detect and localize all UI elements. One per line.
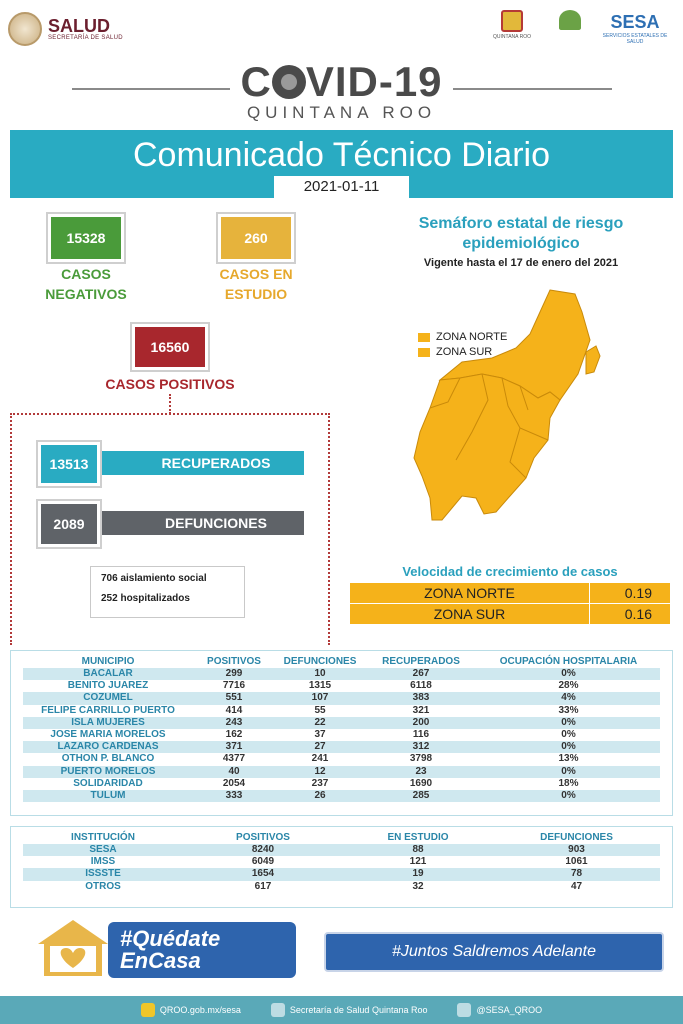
table-row [23,753,660,765]
table-cell: 88 [343,844,493,856]
defunciones-label: DEFUNCIONES [165,515,267,531]
table-cell: 4% [477,692,660,704]
velocidad-zona: ZONA SUR [350,604,590,624]
legend-zona-sur-label: ZONA SUR [436,346,493,358]
table-row [23,680,660,692]
velocidad-row [350,583,670,603]
banner-title: Comunicado Técnico Diario [132,136,550,174]
table-cell: 18% [558,777,579,789]
negativos-label-1: CASOS [61,266,111,282]
table-cell: 1315 [308,680,332,692]
table-cell-name: COZUMEL [23,692,193,704]
col-defunciones: DEFUNCIONES [540,832,613,843]
col-defunciones: DEFUNCIONES [283,656,357,667]
estudio-label-2: ESTUDIO [224,286,288,302]
quedate-en-casa-banner [108,922,296,978]
state-name: QUINTANA ROO [246,103,437,122]
table-cell: 13% [558,753,579,765]
table-cell: 12 [275,766,365,778]
table-cell-name: ISSSTE [23,868,183,880]
col-institucion: INSTITUCIÓN [71,832,135,843]
velocidad-valor: 0.16 [624,606,652,622]
velocidad-valor: 0.19 [624,585,652,601]
col-positivos: POSITIVOS [207,656,261,667]
table-cell: 7716 [222,680,246,692]
footer-twitter-label: @SESA_QROO [476,1005,543,1015]
negativos-value: 15328 [51,217,121,259]
table-row [23,856,660,868]
municipios-table-frame [10,650,673,816]
table-cell: 6049 [251,856,275,868]
sesa-sub: SERVICIOS ESTATALES DE SALUD [602,33,668,45]
table-cell: 116 [412,729,430,741]
table-cell: 22 [275,717,365,729]
table-cell: 23 [365,766,477,778]
table-cell: 312 [365,741,477,753]
table-cell-name: FELIPE CARRILLO PUERTO [41,704,175,716]
bracket-top [10,413,330,415]
col-ocupacion: OCUPACIÓN HOSPITALARIA [499,656,638,667]
table-row [23,729,660,741]
facebook-icon [271,1003,285,1017]
table-cell: 0% [477,766,660,778]
legend-zona-norte [418,331,507,343]
velocidad-row [350,604,670,624]
table-row [23,790,660,802]
table-row [23,668,660,680]
table-cell: 0% [477,790,660,802]
table-cell: 551 [193,692,275,704]
legend-swatch [418,333,430,342]
bracket-right [328,413,330,645]
juntos-banner: #Juntos Saldremos Adelante [324,932,664,972]
col-en-estudio: EN ESTUDIO [387,832,449,843]
salud-label: SALUD [48,16,110,36]
estudio-value: 260 [221,217,291,259]
negativos-label-2: NEGATIVOS [45,286,127,302]
table-row [23,844,660,856]
web-icon [141,1003,155,1017]
positivos-value: 16560 [135,327,205,367]
hospitalizados-text: 252 hospitalizados [101,593,190,604]
table-cell-name: PUERTO MORELOS [23,766,193,778]
table-cell: 33% [558,704,579,716]
table-header-row [23,831,660,844]
table-cell-name: TULUM [23,790,193,802]
table-cell: 26 [275,790,365,802]
recuperados-label: RECUPERADOS [161,455,271,471]
table-row [23,705,660,717]
table-cell-name: SESA [23,844,183,856]
tree-icon [559,10,581,30]
table-row [23,766,660,778]
positivos-box [130,322,210,372]
recuperados-value: 13513 [41,445,97,483]
table-cell-name: OTHON P. BLANCO [61,753,155,765]
table-cell: 903 [493,844,660,856]
semaforo-vigente: Vigente hasta el 17 de enero del 2021 [423,257,619,269]
footer-facebook-label: Secretaría de Salud Quintana Roo [289,1005,428,1015]
table-cell: 78 [493,868,660,880]
table-cell: 37 [314,729,326,741]
table-cell-name: JOSE MARIA MORELOS [50,729,166,741]
negativos-label [26,264,146,304]
qroo-logo [492,10,532,46]
bracket-stem [169,394,171,414]
table-cell: 333 [193,790,275,802]
house-icon [36,918,110,978]
table-cell: 0% [561,729,576,741]
table-cell: 27 [275,741,365,753]
table-row [23,868,660,880]
bracket-left [10,413,12,645]
quedate-line-2: EnCasa [120,948,201,973]
table-cell-name: SOLIDARIDAD [73,777,143,789]
table-cell: 107 [275,692,365,704]
table-cell: 8240 [183,844,343,856]
seal-icon [8,12,42,46]
recuperados-box [36,440,102,488]
table-cell: 40 [193,766,275,778]
aislamiento-box [90,566,245,618]
table-cell: 241 [311,753,329,765]
table-cell: 6118 [410,680,432,692]
table-row [23,692,660,704]
table-cell: 32 [412,880,424,892]
table-cell: 267 [365,668,477,680]
qroo-label: QUINTANA ROO [493,34,531,40]
estudio-label [196,264,316,304]
table-row [23,741,660,753]
table-cell: 414 [225,704,243,716]
table-cell: 237 [311,777,329,789]
table-cell: 1690 [409,777,433,789]
table-cell: 3798 [409,753,433,765]
table-cell: 162 [225,729,243,741]
table-cell-name: OTROS [85,880,121,892]
table-cell: 0% [477,668,660,680]
table-cell: 28% [558,680,579,692]
table-cell-name: BACALAR [23,668,193,680]
report-date: 2021-01-11 [303,178,380,195]
semaforo-title: Semáforo estatal de riesgo epidemiológico [418,215,624,252]
table-row [23,717,660,729]
table-cell: 243 [193,717,275,729]
negativos-box [46,212,126,264]
estudio-label-1: CASOS EN [219,266,293,282]
table-cell-name: LAZARO CARDENAS [23,741,193,753]
aislamiento-text: 706 aislamiento social [101,573,207,584]
table-cell: 200 [365,717,477,729]
velocidad-zona: ZONA NORTE [350,583,590,603]
velocidad-title: Velocidad de crecimiento de casos [402,564,618,579]
quintana-roo-map [400,282,630,527]
table-cell: 371 [193,741,275,753]
table-cell: 299 [193,668,275,680]
table-cell: 47 [570,880,583,892]
table-cell-name: ISLA MUJERES [23,717,193,729]
covid-title-rest: VID-19 [305,58,443,105]
table-row [23,881,660,893]
table-row [23,778,660,790]
legend-swatch [418,348,430,357]
covid-title-c: C [240,58,272,105]
table-cell: 1061 [565,856,588,868]
footer-twitter[interactable] [457,1003,542,1017]
salud-logo [8,12,123,46]
table-header-row [23,655,660,668]
table-cell: 2054 [222,777,246,789]
sesa-logo [598,12,672,45]
table-cell: 0% [477,717,660,729]
legend-zona-sur [418,346,507,358]
instituciones-table-frame [10,826,673,908]
covid-title [0,58,683,106]
defunciones-value: 2089 [41,504,97,544]
table-cell: 10 [275,668,365,680]
instituciones-table [23,831,660,893]
footer-web[interactable] [141,1003,241,1017]
sesa-label: SESA [610,12,660,32]
table-cell: 383 [365,692,477,704]
virus-icon [272,65,306,99]
col-positivos: POSITIVOS [236,832,290,843]
qroo-emblem-icon [501,10,523,32]
table-cell: 4377 [222,753,246,765]
footer-web-label: QROO.gob.mx/sesa [159,1005,241,1015]
twitter-icon [457,1003,471,1017]
table-cell-name: IMSS [90,856,116,868]
quedate-line-1: #Quédate [120,926,221,951]
salud-sub: SECRETARÍA DE SALUD [48,35,123,41]
legend-zona-norte-label: ZONA NORTE [436,331,508,343]
table-cell: 0% [477,741,660,753]
map-legend [418,331,507,358]
table-cell: 55 [314,704,326,716]
table-cell: 19 [343,868,493,880]
table-cell: 321 [412,704,430,716]
table-cell-name: BENITO JUAREZ [67,680,149,692]
col-municipio: MUNICIPIO [81,656,135,667]
tree-logo [548,10,592,46]
table-cell: 285 [365,790,477,802]
footer [0,996,683,1024]
municipios-table [23,655,660,802]
table-cell: 617 [254,880,272,892]
estudio-box [216,212,296,264]
table-cell: 1654 [183,868,343,880]
footer-facebook[interactable] [271,1003,428,1017]
table-cell: 121 [409,856,427,868]
positivos-label: CASOS POSITIVOS [105,376,235,392]
col-recuperados: RECUPERADOS [382,656,460,667]
map-cozumel [586,346,600,374]
defunciones-box [36,499,102,549]
